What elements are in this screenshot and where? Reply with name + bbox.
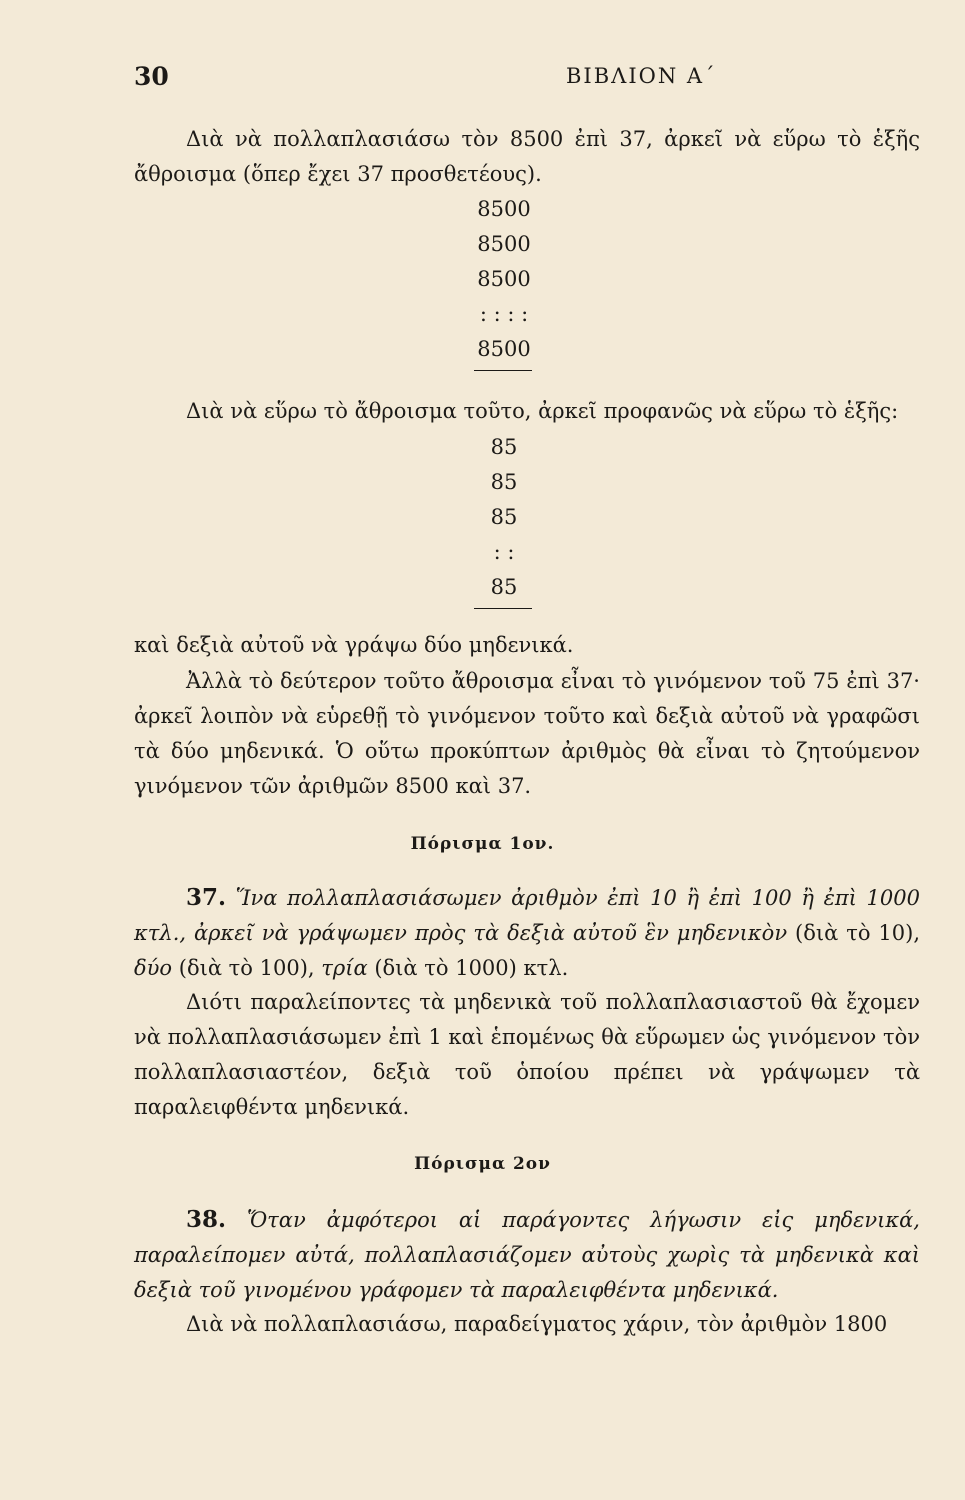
page-header bbox=[130, 62, 925, 98]
sum-column-8500 bbox=[474, 192, 534, 367]
column-row: 85 bbox=[490, 470, 518, 494]
column-row: 8500 bbox=[477, 267, 531, 291]
paragraph-example bbox=[134, 1307, 920, 1342]
paragraph-intro bbox=[134, 122, 920, 192]
section-38 bbox=[134, 1202, 920, 1308]
column-row: 8500 bbox=[477, 337, 531, 361]
page-number: 30 bbox=[134, 62, 169, 91]
heading-corollary-1: Πόρισμα 1ον. bbox=[410, 834, 555, 854]
text-fragment: (διὰ τὸ 10), bbox=[795, 921, 920, 945]
column-row: : : : : bbox=[479, 302, 529, 326]
running-head: ΒΙΒΛΙΟΝ Α΄ bbox=[566, 64, 717, 88]
text-fragment: δύο bbox=[134, 956, 173, 980]
column-row: 8500 bbox=[477, 197, 531, 221]
section-number: 38. bbox=[186, 1206, 227, 1233]
column-row: 85 bbox=[490, 505, 518, 529]
section-text bbox=[134, 880, 920, 986]
paragraph-text: Διὰ νὰ πολλαπλασιάσω, παραδείγματος χάριν, τὸν ἀριθμὸν 1800 bbox=[186, 1312, 888, 1336]
paragraph-explanation bbox=[134, 664, 920, 804]
paragraph-zeros bbox=[134, 628, 920, 663]
paragraph-reason bbox=[134, 985, 920, 1125]
paragraph-text: Διὰ νὰ πολλαπλασιάσω τὸν 8500 ἐπὶ 37, ἀρκεῖ νὰ εὕρω τὸ ἑξῆς ἄθροισμα (ὅπερ ἔχει 37 προσθετέους). bbox=[134, 127, 920, 186]
column-row: : : bbox=[493, 540, 515, 564]
sum-column-85 bbox=[474, 430, 534, 605]
sum-line bbox=[474, 608, 532, 609]
section-statement: Ἵνα πολλαπλασιάσωμεν ἀριθμὸν ἐπὶ 10 ἢ ἐπὶ 100 ἢ ἐπὶ 1000 κτλ., ἀρκεῖ νὰ γράψωμεν πρὸς τὰ δεξιὰ αὐτοῦ ἓν μηδενικὸν bbox=[134, 886, 920, 945]
section-text bbox=[134, 1202, 920, 1308]
text-fragment: (διὰ τὸ 1000) κτλ. bbox=[374, 956, 569, 980]
column-row: 85 bbox=[490, 575, 518, 599]
paragraph-find-sum bbox=[134, 394, 920, 429]
column-row: 85 bbox=[490, 435, 518, 459]
heading-corollary-2: Πόρισμα 2ον bbox=[414, 1154, 551, 1174]
paragraph-text: καὶ δεξιὰ αὐτοῦ νὰ γράψω δύο μηδενικά. bbox=[134, 633, 574, 657]
section-statement: Ὅταν ἀμφότεροι αἱ παράγοντες λήγωσιν εἰς μηδενικά, παραλείπομεν αὐτά, πολλαπλασιάζομεν αὐτοὺς χωρὶς τὰ μηδενικὰ καὶ δεξιὰ τοῦ γινομένου γράφομεν τὰ παραλειφθέντα μηδενικά. bbox=[134, 1208, 920, 1302]
column-row: 8500 bbox=[477, 232, 531, 256]
section-37 bbox=[134, 880, 920, 986]
sum-line bbox=[474, 370, 532, 371]
text-fragment: (διὰ τὸ 100), bbox=[178, 956, 315, 980]
section-number: 37. bbox=[186, 884, 227, 911]
paragraph-text: Διότι παραλείποντες τὰ μηδενικὰ τοῦ πολλαπλασιαστοῦ θὰ ἔχομεν νὰ πολλαπλασιάσωμεν ἐπὶ 1 καὶ ἑπομένως θὰ εὕρωμεν ὡς γινόμενον τὸν πολλαπλασιαστέον, δεξιὰ τοῦ ὁποίου πρέπει νὰ γράψωμεν τὰ παραλειφθέντα μηδενικά. bbox=[134, 990, 920, 1119]
paragraph-text: Διὰ νὰ εὕρω τὸ ἄθροισμα τοῦτο, ἀρκεῖ προφανῶς νὰ εὕρω τὸ ἑξῆς: bbox=[186, 399, 899, 423]
paragraph-text: Ἀλλὰ τὸ δεύτερον τοῦτο ἄθροισμα εἶναι τὸ γινόμενον τοῦ 75 ἐπὶ 37· ἀρκεῖ λοιπὸν νὰ εὑρεθῇ τὸ γινόμενον τοῦτο καὶ δεξιὰ αὐτοῦ νὰ γραφῶσι τὰ δύο μηδενικά. Ὁ οὕτω προκύπτων ἀριθμὸς θὰ εἶναι τὸ ζητούμενον γινόμενον τῶν ἀριθμῶν 8500 καὶ 37. bbox=[134, 669, 920, 798]
text-fragment: τρία bbox=[321, 956, 368, 980]
